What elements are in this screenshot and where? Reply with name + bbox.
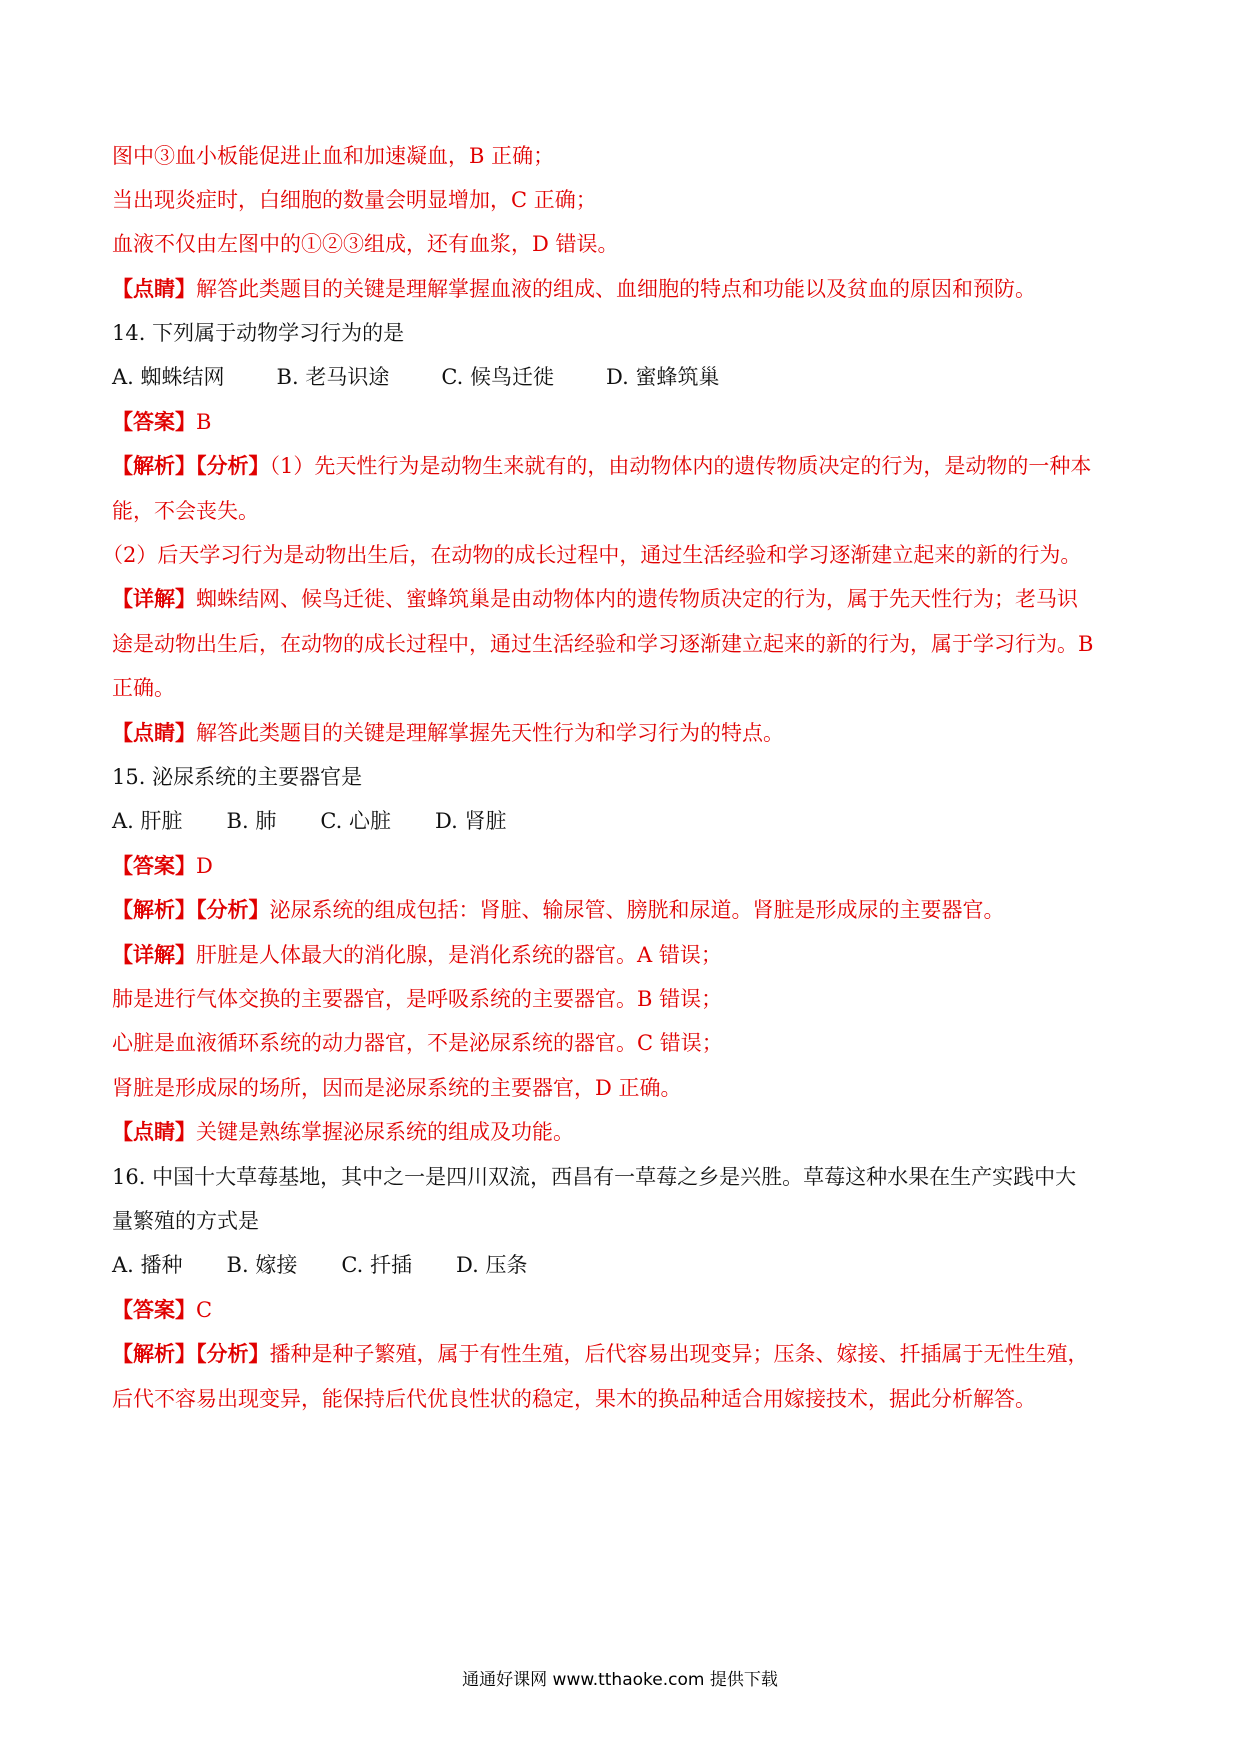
question-16-line-1: 16. 中国十大草莓基地，其中之一是四川双流，西昌有一草莓之乡是兴胜。草莓这种水果在生产实践中大 [112,1165,1077,1189]
detail-line-15-1 [112,940,1132,970]
question-15: 15. 泌尿系统的主要器官是 [112,765,363,789]
detail-line-15-3: 心脏是血液循环系统的动力器官，不是泌尿系统的器官。C 错误； [112,1031,723,1055]
answer-tag: 【答案】 [112,853,196,878]
answer-tag: 【答案】 [112,1297,196,1322]
question-14-options [112,362,1132,392]
option-a: A. 播种 [112,1253,183,1277]
analysis-line-16-1 [112,1339,1132,1369]
option-d: D. 蜜蜂筑巢 [606,365,720,389]
option-a: A. 肝脏 [112,809,183,833]
analysis-tag: 【解析】【分析】 [112,897,270,922]
explanation-line-white-cells: 当出现炎症时，白细胞的数量会明显增加，C 正确； [112,188,597,212]
point-line-q13 [112,274,1132,304]
point-line-14 [112,718,1132,748]
point-tag: 【点睛】 [112,720,196,745]
analysis-line-16-2: 后代不容易出现变异，能保持后代优良性状的稳定，果木的换品种适合用嫁接技术，据此分析解答。 [112,1387,1036,1411]
analysis-line-14-2: 能，不会丧失。 [112,499,259,523]
analysis-text: （1）先天性行为是动物生来就有的，由动物体内的遗传物质决定的行为，是动物的一种本 [269,454,1092,478]
point-tag: 【点睛】 [112,276,196,301]
detail-line-15-2: 肺是进行气体交换的主要器官，是呼吸系统的主要器官。B 错误； [112,987,723,1011]
detail-text: 蜘蛛结网、候鸟迁徙、蜜蜂筑巢是由动物体内的遗传物质决定的行为，属于先天性行为；老马识 [196,587,1078,611]
point-tag: 【点睛】 [112,1119,196,1144]
detail-line-14-1 [112,584,1132,614]
option-c: C. 候鸟迁徙 [441,365,554,389]
detail-text: 肝脏是人体最大的消化腺，是消化系统的器官。A 错误； [196,943,722,967]
point-line-15 [112,1117,1132,1147]
analysis-tag: 【解析】【分析】 [112,453,270,478]
point-text: 关键是熟练掌握泌尿系统的组成及功能。 [196,1120,574,1144]
option-a: A. 蜘蛛结网 [112,365,225,389]
answer-value: D [196,854,213,878]
question-16-line-2: 量繁殖的方式是 [112,1209,259,1233]
answer-value: C [196,1298,213,1322]
option-b: B. 肺 [226,809,277,833]
explanation-line-platelets: 图中③血小板能促进止血和加速凝血，B 正确； [112,144,555,168]
question-16-options [112,1250,1132,1280]
point-text: 解答此类题目的关键是理解掌握血液的组成、血细胞的特点和功能以及贫血的原因和预防。 [196,277,1036,301]
detail-tag: 【详解】 [112,586,196,611]
analysis-line-14-3: （2）后天学习行为是动物出生后，在动物的成长过程中，通过生活经验和学习逐渐建立起来的新的行为。 [102,543,1082,567]
option-c: C. 心脏 [320,809,391,833]
answer-tag: 【答案】 [112,409,196,434]
option-b: B. 老马识途 [276,365,390,389]
detail-line-14-3: 正确。 [112,676,175,700]
analysis-text: 播种是种子繁殖，属于有性生殖，后代容易出现变异；压条、嫁接、扦插属于无性生殖， [269,1342,1089,1366]
analysis-text: 泌尿系统的组成包括：肾脏、输尿管、膀胱和尿道。肾脏是形成尿的主要器官。 [269,898,1005,922]
answer-line-15 [112,851,1132,881]
point-text: 解答此类题目的关键是理解掌握先天性行为和学习行为的特点。 [196,721,784,745]
page-footer: 通通好课网 www.tthaoke.com 提供下载 [462,1670,778,1690]
analysis-tag: 【解析】【分析】 [112,1341,270,1366]
option-d: D. 压条 [456,1253,528,1277]
answer-value: B [196,410,212,434]
option-d: D. 肾脏 [435,809,507,833]
answer-line-16 [112,1295,1132,1325]
question-14: 14. 下列属于动物学习行为的是 [112,321,405,345]
detail-line-15-4: 肾脏是形成尿的场所，因而是泌尿系统的主要器官，D 正确。 [112,1076,682,1100]
explanation-line-blood-composition: 血液不仅由左图中的①②③组成，还有血浆，D 错误。 [112,232,619,256]
question-15-options [112,806,1132,836]
analysis-line-14-1 [112,451,1132,481]
answer-line-14 [112,407,1132,437]
detail-line-14-2: 途是动物出生后，在动物的成长过程中，通过生活经验和学习逐渐建立起来的新的行为，属于学习行为。B [112,632,1094,656]
detail-tag: 【详解】 [112,942,196,967]
analysis-line-15 [112,895,1132,925]
option-c: C. 扦插 [341,1253,412,1277]
option-b: B. 嫁接 [226,1253,298,1277]
